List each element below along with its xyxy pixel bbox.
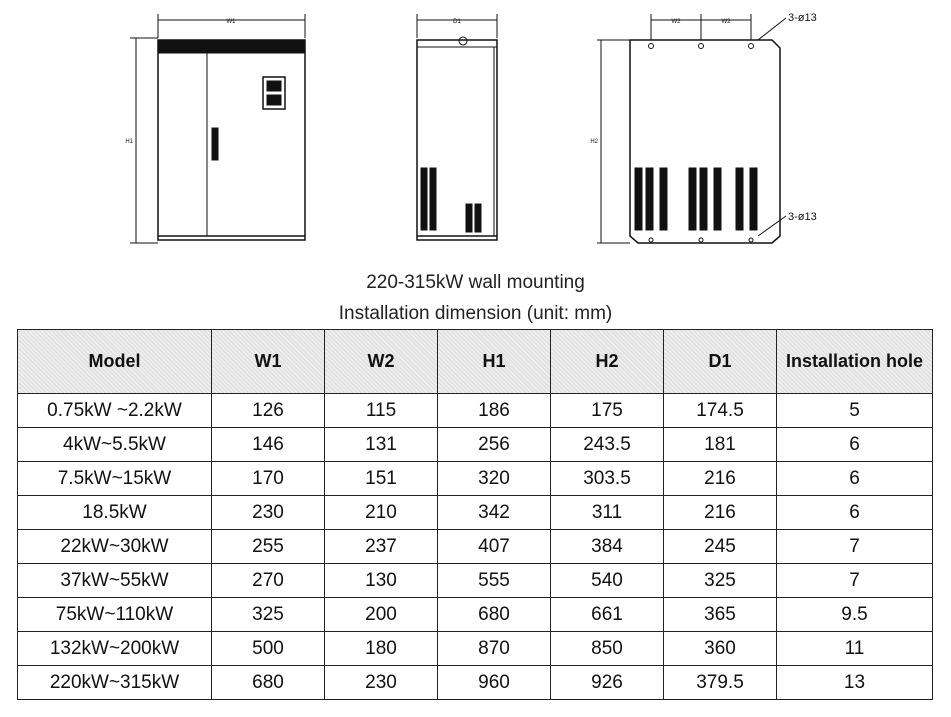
table-cell: 115	[325, 394, 438, 428]
table-row	[18, 564, 933, 598]
table-cell: 500	[212, 632, 325, 666]
table-cell: 325	[212, 598, 325, 632]
table-row	[18, 632, 933, 666]
table-cell: 245	[664, 530, 777, 564]
table-cell: 360	[664, 632, 777, 666]
table-cell: 540	[551, 564, 664, 598]
dimension-drawings	[0, 0, 951, 268]
table-cell: 680	[438, 598, 551, 632]
table-cell: 6	[777, 496, 933, 530]
table-cell: 130	[325, 564, 438, 598]
table-cell: 180	[325, 632, 438, 666]
table-cell: 18.5kW	[18, 496, 212, 530]
table-cell: 6	[777, 428, 933, 462]
dimension-table	[17, 329, 933, 700]
table-cell: 220kW~315kW	[18, 666, 212, 700]
table-cell: 170	[212, 462, 325, 496]
table-cell: 200	[325, 598, 438, 632]
table-cell: 237	[325, 530, 438, 564]
header-cell: H2	[551, 330, 664, 394]
table-cell: 342	[438, 496, 551, 530]
table-cell: 7.5kW~15kW	[18, 462, 212, 496]
table-header-row	[18, 330, 933, 394]
front-height-label: H1	[125, 139, 133, 145]
header-cell: Installation hole	[777, 330, 933, 394]
table-cell: 216	[664, 496, 777, 530]
front-width-label: W1	[226, 19, 236, 25]
table-cell: 870	[438, 632, 551, 666]
table-cell: 22kW~30kW	[18, 530, 212, 564]
table-cell: 151	[325, 462, 438, 496]
table-cell: 325	[664, 564, 777, 598]
table-cell: 216	[664, 462, 777, 496]
table-cell: 9.5	[777, 598, 933, 632]
table-cell: 230	[212, 496, 325, 530]
table-cell: 379.5	[664, 666, 777, 700]
back-height-label: H2	[590, 139, 598, 145]
front-view-drawing	[130, 14, 305, 243]
table-cell: 230	[325, 666, 438, 700]
table-cell: 13	[777, 666, 933, 700]
table-cell: 0.75kW ~2.2kW	[18, 394, 212, 428]
caption-title: 220-315kW wall mounting	[366, 272, 585, 293]
table-row	[18, 530, 933, 564]
table-cell: 7	[777, 564, 933, 598]
table-cell: 365	[664, 598, 777, 632]
table-row	[18, 496, 933, 530]
table-cell: 960	[438, 666, 551, 700]
table-cell: 243.5	[551, 428, 664, 462]
table-cell: 131	[325, 428, 438, 462]
header-cell: D1	[664, 330, 777, 394]
table-cell: 126	[212, 394, 325, 428]
table-cell: 11	[777, 632, 933, 666]
header-cell: W1	[212, 330, 325, 394]
table-cell: 132kW~200kW	[18, 632, 212, 666]
table-cell: 181	[664, 428, 777, 462]
table-cell: 6	[777, 462, 933, 496]
back-spacing-label-1: W2	[671, 19, 681, 25]
back-spacing-label-2: W2	[721, 19, 731, 25]
side-depth-label: D1	[453, 19, 461, 25]
table-row	[18, 428, 933, 462]
table-row	[18, 598, 933, 632]
table-cell: 7	[777, 530, 933, 564]
table-cell: 174.5	[664, 394, 777, 428]
table-cell: 320	[438, 462, 551, 496]
table-cell: 175	[551, 394, 664, 428]
table-cell: 186	[438, 394, 551, 428]
side-view-drawing	[417, 14, 497, 240]
table-cell: 303.5	[551, 462, 664, 496]
table-cell: 311	[551, 496, 664, 530]
header-cell: W2	[325, 330, 438, 394]
table-cell: 384	[551, 530, 664, 564]
table-cell: 270	[212, 564, 325, 598]
table-cell: 255	[212, 530, 325, 564]
back-view-drawing	[597, 14, 786, 243]
bottom-hole-label: 3-ø13	[788, 211, 817, 223]
table-cell: 4kW~5.5kW	[18, 428, 212, 462]
caption-subtitle: Installation dimension (unit: mm)	[338, 303, 613, 324]
table-cell: 661	[551, 598, 664, 632]
table-row	[18, 462, 933, 496]
table-cell: 5	[777, 394, 933, 428]
table-row	[18, 394, 933, 428]
table-cell: 256	[438, 428, 551, 462]
table-cell: 680	[212, 666, 325, 700]
table-cell: 407	[438, 530, 551, 564]
table-cell: 926	[551, 666, 664, 700]
header-cell: Model	[18, 330, 212, 394]
table-row	[18, 666, 933, 700]
table-cell: 555	[438, 564, 551, 598]
table-cell: 210	[325, 496, 438, 530]
top-hole-label: 3-ø13	[788, 12, 817, 24]
table-cell: 75kW~110kW	[18, 598, 212, 632]
table-cell: 850	[551, 632, 664, 666]
header-cell: H1	[438, 330, 551, 394]
table-cell: 37kW~55kW	[18, 564, 212, 598]
table-cell: 146	[212, 428, 325, 462]
